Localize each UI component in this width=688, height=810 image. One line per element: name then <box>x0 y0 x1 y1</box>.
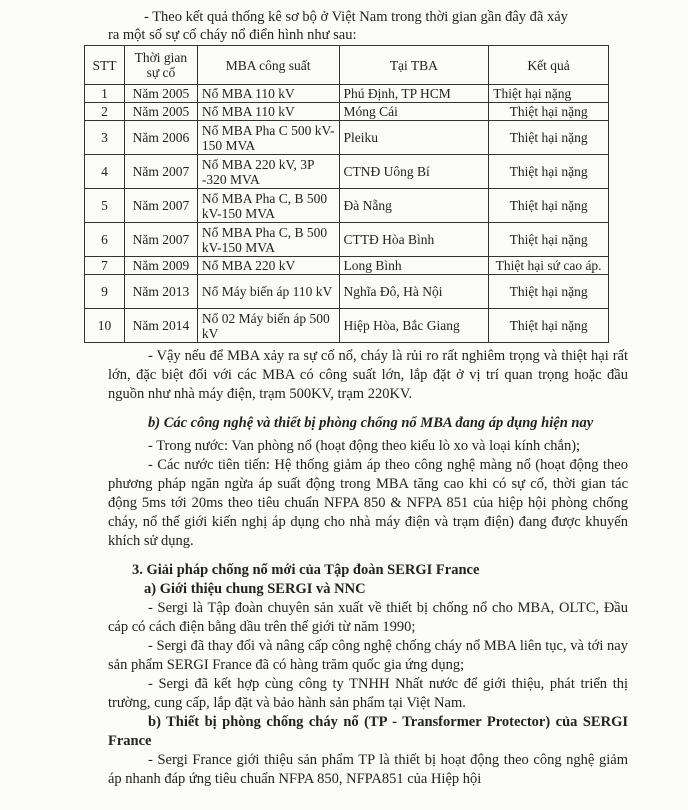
cell-tba: Móng Cái <box>339 103 489 121</box>
heading-3-solution: 3. Giải pháp chống nổ mới của Tập đoàn SERGI France <box>132 562 480 578</box>
paragraph-sergi-2: - Sergi đã thay đổi và nâng cấp công nghệ chống cháy nổ MBA liên tục, và tới nay sản phẩm SERGI France đã có hàng trăm quốc gia ứng dụng; <box>108 638 628 673</box>
cell-stt: 6 <box>85 223 125 257</box>
cell-tba: Pleiku <box>339 121 489 155</box>
cell-time: Năm 2005 <box>124 103 197 121</box>
header-result: Kết quả <box>489 46 609 85</box>
cell-mba: Nổ MBA 110 kV <box>197 85 339 103</box>
paragraph-sergi-3: - Sergi đã kết hợp cùng công ty TNHH Nhất nước để giới thiệu, phát triển thị trường, cung cấp, lắp đặt và bảo hành sản phẩm tại Việt Nam. <box>108 676 628 711</box>
cell-time: Năm 2009 <box>124 257 197 275</box>
table-header-row <box>85 46 609 85</box>
cell-tba: Đà Nẵng <box>339 189 489 223</box>
cell-tba: Phú Định, TP HCM <box>339 85 489 103</box>
cell-stt: 2 <box>85 103 125 121</box>
cell-stt: 9 <box>85 275 125 309</box>
table-row <box>85 103 609 121</box>
cell-result: Thiệt hại nặng <box>489 275 609 309</box>
cell-result: Thiệt hại sứ cao áp. <box>489 257 609 275</box>
header-tba: Tại TBA <box>339 46 489 85</box>
table-row <box>85 257 609 275</box>
table-row <box>85 309 609 343</box>
cell-time: Năm 2007 <box>124 155 197 189</box>
cell-mba: Nổ 02 Máy biến áp 500 kV <box>197 309 339 343</box>
intro-text <box>108 8 668 44</box>
table-row <box>85 85 609 103</box>
cell-time: Năm 2007 <box>124 189 197 223</box>
cell-mba: Nổ MBA Pha C, B 500 kV-150 MVA <box>197 223 339 257</box>
heading-3a-intro: a) Giới thiệu chung SERGI và NNC <box>144 581 366 597</box>
cell-tba: Long Bình <box>339 257 489 275</box>
cell-mba: Nổ MBA Pha C 500 kV-150 MVA <box>197 121 339 155</box>
paragraph-advanced: - Các nước tiên tiến: Hệ thống giảm áp theo công nghệ màng nổ (hoạt động theo phương pháp ngăn ngừa áp suất động trong MBA tăng cao khi có sự cố, thời gian tác động 5ms tới 20ms theo tiêu chuẩn NFPA 850 & NFPA 851 của hiệp hội phòng chống cháy, nổ thế giới kiến nghị áp dụng cho nhà máy điện và trạm điện) đang được khuyến khích sử dụng. <box>108 457 628 549</box>
incident-table <box>84 45 609 343</box>
cell-result: Thiệt hại nặng <box>489 85 609 103</box>
header-time: Thời gian sự cố <box>124 46 197 85</box>
cell-result: Thiệt hại nặng <box>489 223 609 257</box>
intro-line-2: ra một số sự cố cháy nổ điển hình như sau: <box>108 27 357 43</box>
cell-mba: Nổ MBA 220 kV <box>197 257 339 275</box>
cell-stt: 7 <box>85 257 125 275</box>
paragraph-sergi-1: - Sergi là Tập đoàn chuyên sản xuất về thiết bị chống nổ cho MBA, OLTC, Đầu cáp có cách điện bằng dầu trên thế giới từ năm 1990; <box>108 600 628 635</box>
cell-time: Năm 2013 <box>124 275 197 309</box>
paragraph-risk: - Vậy nếu để MBA xảy ra sự cố nổ, cháy là rủi ro rất nghiêm trọng và thiệt hại rất lớn, đặc biệt đối với các MBA có công suất lớn, lắp đặt ở vị trí quan trọng hoặc đầu nguồn như nhà máy điện, trạm 500KV, trạm 220KV. <box>108 348 628 402</box>
cell-stt: 1 <box>85 85 125 103</box>
cell-time: Năm 2014 <box>124 309 197 343</box>
cell-tba: CTNĐ Uông Bí <box>339 155 489 189</box>
cell-mba: Nổ MBA 220 kV, 3P -320 MVA <box>197 155 339 189</box>
intro-line-1: - Theo kết quả thống kê sơ bộ ở Việt Nam trong thời gian gần đây đã xảy <box>144 9 568 25</box>
cell-stt: 3 <box>85 121 125 155</box>
section-body <box>108 347 628 789</box>
cell-tba: Nghĩa Đô, Hà Nội <box>339 275 489 309</box>
table-row <box>85 275 609 309</box>
cell-time: Năm 2007 <box>124 223 197 257</box>
cell-time: Năm 2005 <box>124 85 197 103</box>
cell-mba: Nổ MBA Pha C, B 500 kV-150 MVA <box>197 189 339 223</box>
table-row <box>85 155 609 189</box>
paragraph-domestic: - Trong nước: Van phòng nổ (hoạt động theo kiểu lò xo và loại kính chắn); <box>148 438 581 454</box>
cell-result: Thiệt hại nặng <box>489 309 609 343</box>
cell-result: Thiệt hại nặng <box>489 103 609 121</box>
table-row <box>85 189 609 223</box>
cell-result: Thiệt hại nặng <box>489 155 609 189</box>
cell-result: Thiệt hại nặng <box>489 121 609 155</box>
cell-tba: CTTĐ Hòa Bình <box>339 223 489 257</box>
heading-b-technologies: b) Các công nghệ và thiết bị phòng chống nổ MBA đang áp dụng hiện nay <box>148 415 594 431</box>
paragraph-tp: - Sergi France giới thiệu sản phẩm TP là thiết bị hoạt động theo công nghệ giảm áp nhanh đáp ứng tiêu chuẩn NFPA 850, NFPA851 của Hiệp hội <box>108 752 628 787</box>
cell-tba: Hiệp Hòa, Bắc Giang <box>339 309 489 343</box>
header-mba: MBA công suất <box>197 46 339 85</box>
cell-stt: 10 <box>85 309 125 343</box>
cell-result: Thiệt hại nặng <box>489 189 609 223</box>
header-stt: STT <box>85 46 125 85</box>
cell-mba: Nổ MBA 110 kV <box>197 103 339 121</box>
cell-stt: 5 <box>85 189 125 223</box>
cell-time: Năm 2006 <box>124 121 197 155</box>
cell-mba: Nổ Máy biến áp 110 kV <box>197 275 339 309</box>
cell-stt: 4 <box>85 155 125 189</box>
heading-3b-tp: b) Thiết bị phòng chống cháy nổ (TP - Transformer Protector) của SERGI France <box>108 714 628 749</box>
table-row <box>85 121 609 155</box>
table-row <box>85 223 609 257</box>
